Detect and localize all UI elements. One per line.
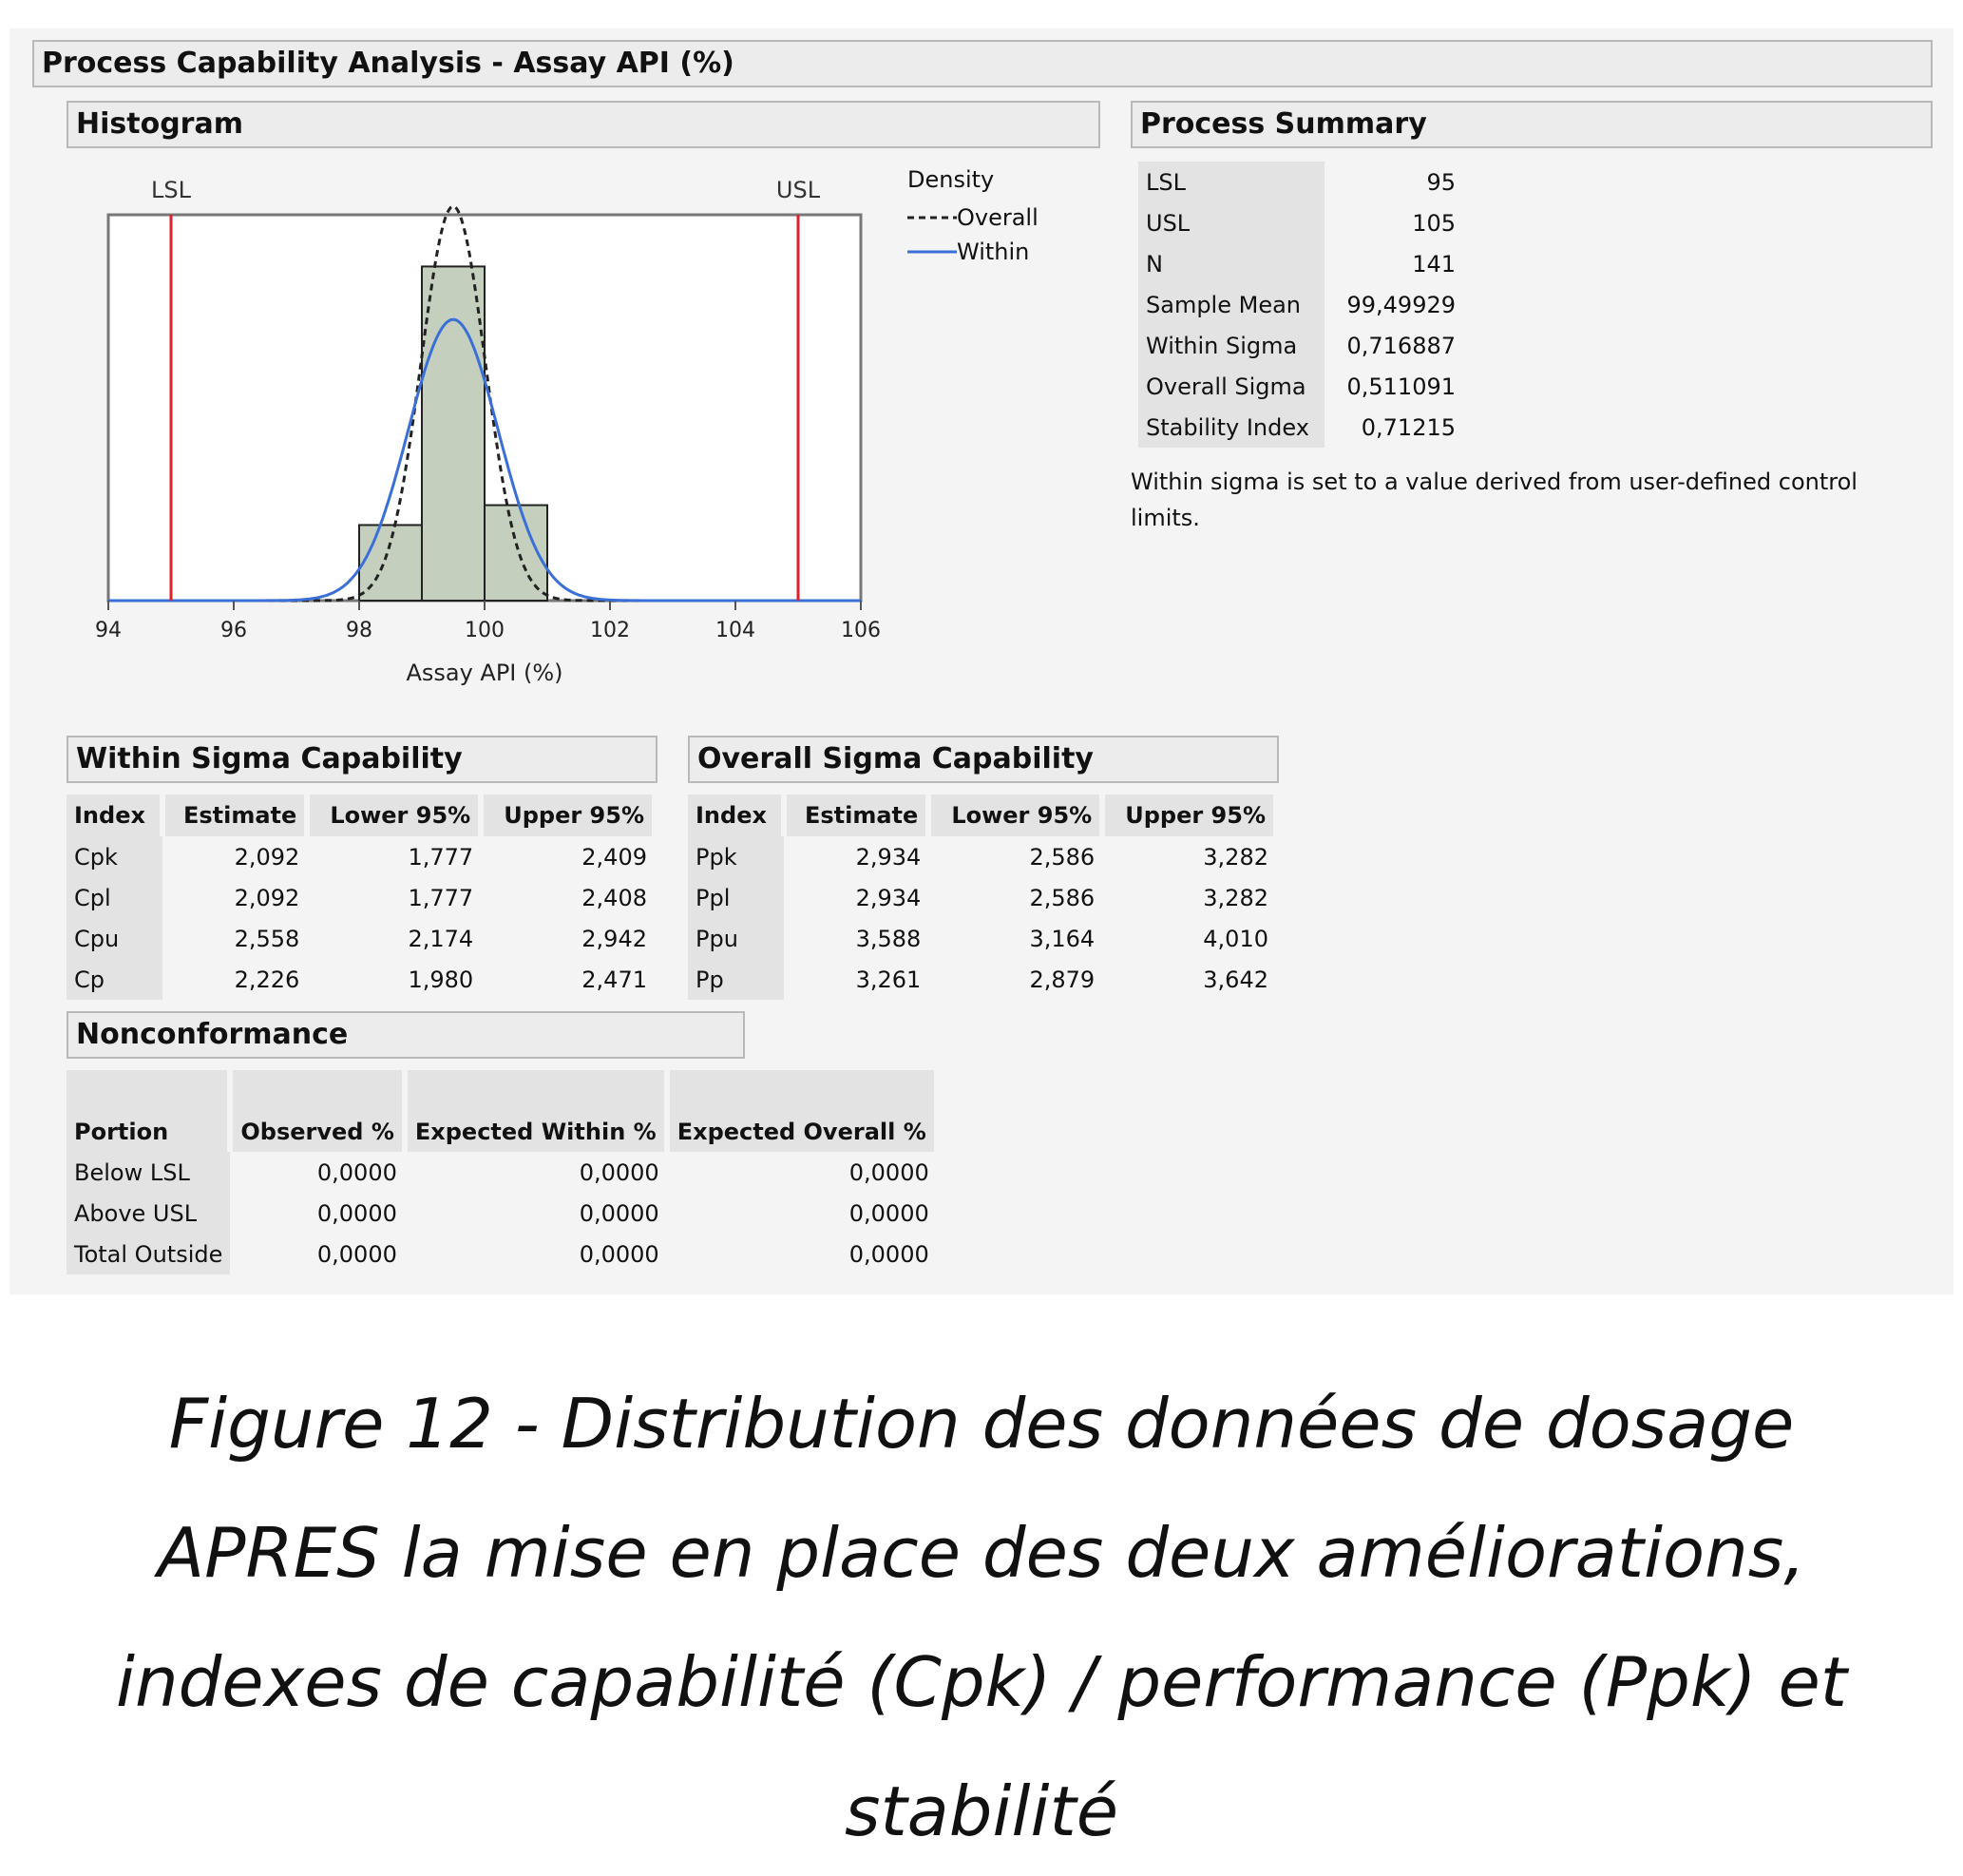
summary-label: Overall Sigma	[1138, 366, 1325, 407]
column-header: Expected Within %	[405, 1070, 667, 1152]
histogram-chart	[86, 162, 903, 694]
table-cell: 2,934	[855, 884, 922, 911]
summary-value: 0,511091	[1346, 373, 1456, 400]
table-cell: 2,174	[408, 925, 474, 952]
legend-within-label: Within	[957, 239, 1030, 265]
table-cell: 2,409	[581, 843, 647, 871]
report-title[interactable]: Process Capability Analysis - Assay API (%)	[32, 40, 1933, 87]
caption-line-3: indexes de capabilité (Cpk) / performance (Ppk) et	[115, 1642, 1848, 1722]
legend-overall-label: Overall	[957, 204, 1039, 231]
table-cell: 2,558	[234, 925, 300, 952]
table-cell: 3,282	[1203, 843, 1268, 871]
table-cell: 1,777	[408, 843, 474, 871]
table-cell: 3,164	[1029, 925, 1096, 952]
table-cell: 2,092	[234, 884, 300, 911]
table-cell: 2,942	[581, 925, 647, 952]
table-cell: 0,0000	[579, 1199, 659, 1227]
table-cell: 2,586	[1029, 843, 1096, 871]
index-label: Cpu	[67, 918, 162, 959]
table-row	[67, 1234, 937, 1274]
legend-overall-swatch	[907, 213, 957, 222]
table-cell: 0,0000	[579, 1158, 659, 1186]
table-row	[688, 836, 1276, 877]
x-tick-label: 104	[715, 619, 755, 642]
index-label: Ppl	[688, 877, 784, 918]
table-row	[67, 1193, 937, 1234]
histogram-title[interactable]: Histogram	[67, 101, 1100, 148]
index-label: Cp	[67, 959, 162, 1000]
table-cell: 0,0000	[848, 1199, 929, 1227]
summary-row	[1138, 284, 1463, 325]
table-row	[67, 1152, 937, 1193]
table-cell: 0,0000	[848, 1158, 929, 1186]
usl-label: USL	[775, 177, 821, 203]
column-header: Index	[67, 794, 162, 836]
table-cell: 0,0000	[316, 1240, 397, 1268]
table-cell: 2,879	[1029, 966, 1096, 993]
portion-label: Below LSL	[67, 1152, 230, 1193]
summary-row	[1138, 243, 1463, 284]
index-label: Ppk	[688, 836, 784, 877]
overall-sigma-table	[688, 794, 1279, 1000]
figure-caption	[38, 1359, 1925, 1876]
column-header: Estimate	[162, 794, 307, 836]
x-axis-label: Assay API (%)	[406, 660, 563, 686]
table-cell: 1,980	[408, 966, 474, 993]
index-label: Cpl	[67, 877, 162, 918]
table-cell: 1,777	[408, 884, 474, 911]
caption-line-4: stabilité	[844, 1771, 1119, 1851]
index-label: Ppu	[688, 918, 784, 959]
table-cell: 0,0000	[316, 1199, 397, 1227]
column-header: Portion	[67, 1070, 230, 1152]
x-tick-label: 100	[465, 619, 505, 642]
x-tick-label: 94	[95, 619, 122, 642]
column-header: Estimate	[784, 794, 928, 836]
summary-row	[1138, 366, 1463, 407]
summary-label: Sample Mean	[1138, 284, 1325, 325]
table-cell: 2,226	[234, 966, 300, 993]
caption-line-2: APRES la mise en place des deux améliorations,	[157, 1513, 1806, 1593]
table-cell: 3,642	[1203, 966, 1268, 993]
histogram-bar	[422, 266, 485, 601]
table-cell: 4,010	[1203, 925, 1268, 952]
x-tick-label: 102	[590, 619, 630, 642]
column-header: Index	[688, 794, 784, 836]
index-label: Pp	[688, 959, 784, 1000]
table-cell: 2,092	[234, 843, 300, 871]
x-tick-label: 98	[346, 619, 372, 642]
legend-within-swatch	[907, 247, 957, 257]
table-cell: 2,408	[581, 884, 647, 911]
table-row	[67, 959, 655, 1000]
table-row	[67, 877, 655, 918]
column-header: Lower 95%	[307, 794, 481, 836]
summary-label: USL	[1138, 202, 1325, 243]
density-legend	[907, 166, 1039, 269]
portion-label: Total Outside	[67, 1234, 230, 1274]
summary-label: Stability Index	[1138, 407, 1325, 448]
summary-label: N	[1138, 243, 1325, 284]
caption-line-1: Figure 12 - Distribution des données de dosage	[168, 1384, 1795, 1464]
summary-value: 0,716887	[1346, 332, 1456, 359]
within-sigma-title[interactable]: Within Sigma Capability	[67, 736, 658, 783]
table-cell: 3,261	[855, 966, 922, 993]
summary-row	[1138, 407, 1463, 448]
table-row	[688, 959, 1276, 1000]
table-cell: 3,588	[855, 925, 922, 952]
table-cell: 0,0000	[579, 1240, 659, 1268]
summary-value: 95	[1426, 168, 1456, 196]
legend-title: Density	[907, 166, 995, 193]
table-cell: 0,0000	[316, 1158, 397, 1186]
column-header: Upper 95%	[481, 794, 655, 836]
x-tick-label: 96	[220, 619, 247, 642]
portion-label: Above USL	[67, 1193, 230, 1234]
overall-sigma-title[interactable]: Overall Sigma Capability	[688, 736, 1279, 783]
table-row	[688, 918, 1276, 959]
x-tick-label: 106	[841, 619, 881, 642]
table-cell: 0,0000	[848, 1240, 929, 1268]
summary-label: LSL	[1138, 162, 1325, 202]
process-summary-table	[1138, 162, 1463, 448]
within-sigma-table	[67, 794, 658, 1000]
table-cell: 2,934	[855, 843, 922, 871]
summary-row	[1138, 202, 1463, 243]
table-row	[67, 918, 655, 959]
table-cell: 2,471	[581, 966, 647, 993]
summary-value: 99,49929	[1346, 291, 1456, 318]
process-summary-title[interactable]: Process Summary	[1131, 101, 1933, 148]
summary-label: Within Sigma	[1138, 325, 1325, 366]
column-header: Lower 95%	[928, 794, 1102, 836]
summary-value: 105	[1412, 209, 1456, 237]
table-row	[67, 836, 655, 877]
index-label: Cpk	[67, 836, 162, 877]
column-header: Upper 95%	[1102, 794, 1276, 836]
summary-row	[1138, 325, 1463, 366]
summary-row	[1138, 162, 1463, 202]
table-cell: 3,282	[1203, 884, 1268, 911]
nonconformance-table	[67, 1070, 940, 1274]
nonconformance-title[interactable]: Nonconformance	[67, 1011, 745, 1059]
column-header: Expected Overall %	[667, 1070, 937, 1152]
lsl-label: LSL	[151, 177, 191, 203]
summary-value: 0,71215	[1361, 413, 1456, 441]
summary-value: 141	[1412, 250, 1456, 278]
table-row	[688, 877, 1276, 918]
column-header: Observed %	[230, 1070, 404, 1152]
summary-note: Within sigma is set to a value derived from user-defined control limits.	[1131, 469, 1858, 531]
table-cell: 2,586	[1029, 884, 1096, 911]
